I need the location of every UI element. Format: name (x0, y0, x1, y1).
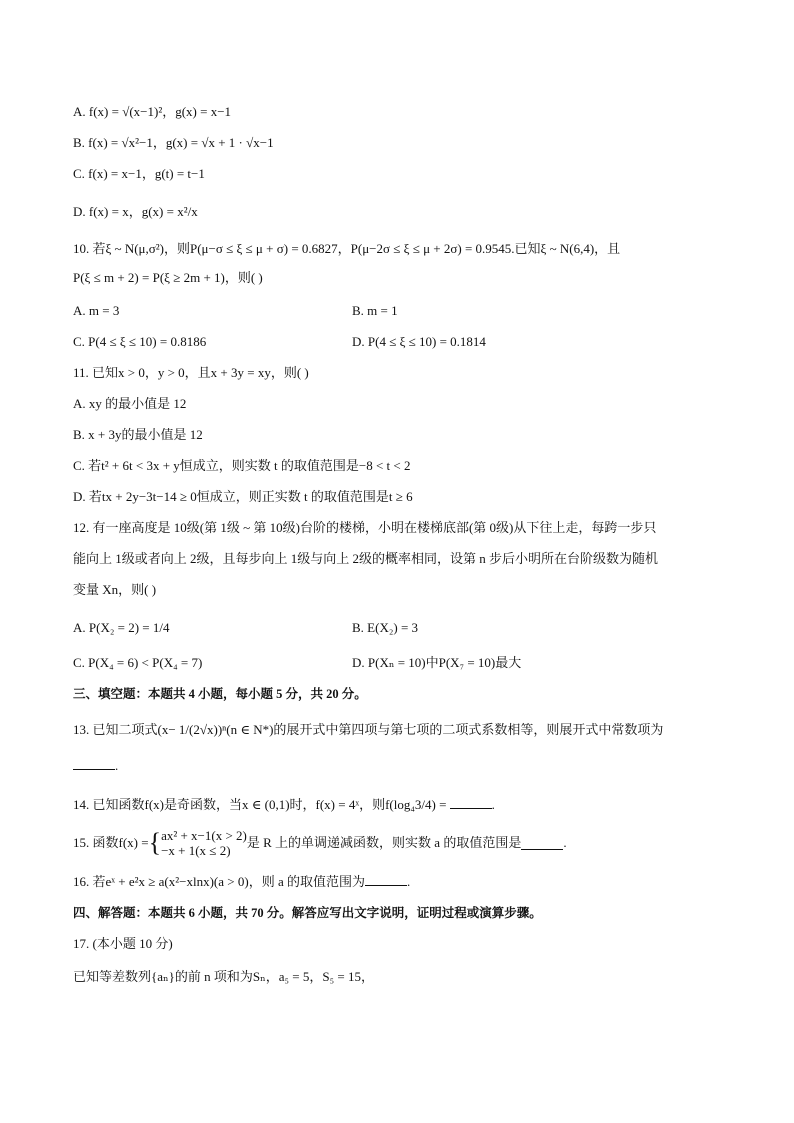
q16-line: 16. 若eˣ + e²x ≥ a(x²−xlnx)(a > 0)，则 a 的取值范围为 . (73, 874, 411, 889)
answer-blank (521, 837, 563, 850)
q15-prefix: 15. 函数f(x) = (73, 835, 149, 850)
answer-blank (450, 796, 492, 809)
q15-cases (161, 828, 247, 858)
q15-suffix: 是 R 上的单调递减函数，则实数 a 的取值范围是 (246, 835, 522, 850)
q10-stem-line2: P(ξ ≤ m + 2) = P(ξ ≥ 2m + 1)，则( ) (73, 270, 263, 285)
q15-brace: { (148, 828, 162, 857)
q12-stem-line3: 变量 Xn，则( ) (73, 582, 157, 597)
q11-option-d: D. 若tx + 2y−3t−14 ≥ 0恒成立，则正实数 t 的取值范围是t ≥ 6 (73, 489, 413, 504)
q10-option-b: B. m = 1 (352, 303, 398, 318)
q9-option-d: D. f(x) = x，g(x) = x²/x (73, 204, 198, 219)
q11-option-c: C. 若t² + 6t < 3x + y恒成立，则实数 t 的取值范围是−8 < t < 2 (73, 458, 411, 473)
q12-option-c: C. P(X₄ = 6) < P(X₄ = 7) (73, 655, 203, 670)
q9-option-b: B. f(x) = √x²−1，g(x) = √x + 1 · √x−1 (73, 135, 274, 150)
q14-line: 14. 已知函数f(x)是奇函数，当x ∈ (0,1)时，f(x) = 4ˣ，则f(log₄3/4) = . (73, 797, 495, 812)
q11-option-a: A. xy 的最小值是 12 (73, 396, 187, 411)
answer-blank (73, 757, 115, 770)
q9-option-c: C. f(x) = x−1，g(t) = t−1 (73, 166, 205, 181)
q12-option-a: A. P(X₂ = 2) = 1/4 (73, 620, 170, 635)
q15-case-2: −x + 1(x ≤ 2) (161, 843, 231, 858)
q10-stem-line1: 10. 若ξ ~ N(μ,σ²)，则P(μ−σ ≤ ξ ≤ μ + σ) = 0.6827，P(μ−2σ ≤ ξ ≤ μ + 2σ) = 0.9545.已知ξ ~ N(6,4)，且 (73, 241, 621, 256)
q13-stem: 13. 已知二项式(x− 1/(2√x))ⁿ(n ∈ N*)的展开式中第四项与第七项的二项式系数相等，则展开式中常数项为 (73, 722, 664, 737)
q12-stem-line2: 能向上 1级或者向上 2级，且每步向上 1级与向上 2级的概率相同，设第 n 步后小明所在台阶级数为随机 (73, 551, 659, 566)
q16-stem: 16. 若eˣ + e²x ≥ a(x²−xlnx)(a > 0)，则 a 的取值范围为 (73, 874, 365, 889)
q11-stem: 11. 已知x > 0，y > 0，且x + 3y = xy，则( ) (73, 365, 309, 380)
section-4-heading: 四、解答题：本题共 6 小题，共 70 分。解答应写出文字说明，证明过程或演算步骤。 (73, 906, 542, 920)
q10-option-c: C. P(4 ≤ ξ ≤ 10) = 0.8186 (73, 334, 207, 349)
q13-answer-line: . (73, 757, 118, 775)
q12-stem-line1: 12. 有一座高度是 10级(第 1级 ~ 第 10级)台阶的楼梯，小明在楼梯底部(第 0级)从下往上走，每跨一步只 (73, 520, 657, 535)
q10-option-d: D. P(4 ≤ ξ ≤ 10) = 0.1814 (352, 334, 486, 349)
answer-blank (365, 873, 407, 886)
section-3-heading: 三、填空题：本题共 4 小题，每小题 5 分，共 20 分。 (73, 687, 367, 701)
q15-case-1: ax² + x−1(x > 2) (161, 828, 247, 843)
q15-line: 15. 函数f(x) ={ ax² + x−1(x > 2) −x + 1(x ≤ 2) 是 R 上的单调递减函数，则实数 a 的取值范围是 . (73, 828, 567, 858)
q17-title: 17. (本小题 10 分) (73, 936, 173, 951)
q17-stem: 已知等差数列{aₙ}的前 n 项和为Sₙ，a₅ = 5，S₅ = 15， (73, 969, 374, 984)
q10-option-a: A. m = 3 (73, 303, 120, 318)
q12-option-d: D. P(Xₙ = 10)中P(X₇ = 10)最大 (352, 655, 522, 670)
q14-stem: 14. 已知函数f(x)是奇函数，当x ∈ (0,1)时，f(x) = 4ˣ，则f(log₄3/4) = (73, 797, 447, 812)
q12-option-b: B. E(X₂) = 3 (352, 620, 419, 635)
q9-option-a: A. f(x) = √(x−1)²，g(x) = x−1 (73, 104, 232, 119)
q11-option-b: B. x + 3y的最小值是 12 (73, 427, 203, 442)
